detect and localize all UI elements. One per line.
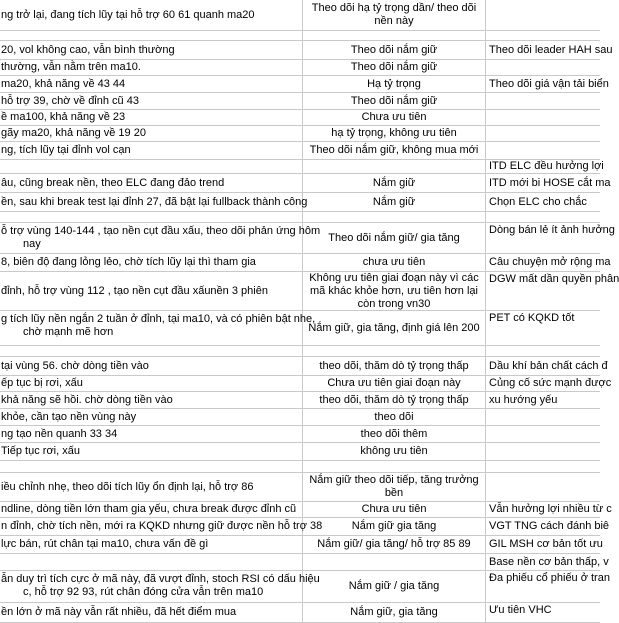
cell-analysis[interactable] (0, 31, 303, 40)
cell-text: 8, biên độ đang lỏng lẻo, chờ tích lũy lại thì tham gia (1, 256, 256, 268)
cell-action[interactable] (303, 571, 486, 602)
cell-analysis[interactable] (0, 223, 321, 253)
cell-analysis[interactable] (0, 461, 303, 472)
cell-analysis[interactable] (0, 93, 303, 109)
cell-note[interactable] (486, 31, 600, 40)
cell-text: ng trở lại, đang tích lũy tại hỗ trợ 60 61 quanh ma20 (1, 8, 255, 21)
cell-text: GIL MSH cơ bản tốt ưu (489, 538, 603, 550)
cell-text: ma20, khả năng về 43 44 (1, 77, 126, 90)
cell-action[interactable] (303, 126, 486, 141)
cell-action[interactable] (303, 254, 486, 271)
cell-text: âu, cũng break nền, theo ELC đang đảo trend (1, 176, 225, 189)
cell-action[interactable] (303, 142, 486, 159)
cell-text: lực bán, rút chân tại ma10, chưa vấn đề gì (1, 538, 209, 550)
cell-text: khỏe, cần tạo nền vùng này (1, 410, 137, 423)
cell-text: Nắm giữ / gia tăng (348, 580, 440, 592)
cell-analysis[interactable] (0, 212, 303, 222)
cell-analysis[interactable] (0, 346, 303, 356)
cell-text: theo dõi, thăm dò tỷ trọng thấp (319, 393, 469, 406)
cell-note[interactable] (486, 392, 600, 408)
cell-text: Không ưu tiên giai đoạn này vì các (309, 271, 479, 284)
cell-text: c, hỗ trợ 92 93, rút chân đóng cửa vẫn trên ma10 (23, 586, 264, 598)
cell-text: Tiếp tục rơi, xấu (1, 445, 80, 457)
cell-action[interactable] (303, 60, 486, 75)
cell-text: thường, vẫn nằm trên ma10. (1, 61, 141, 73)
table-row (0, 461, 600, 473)
table-row (0, 603, 600, 623)
cell-text: theo dõi (374, 410, 414, 423)
table-row (0, 174, 611, 193)
cell-note[interactable] (486, 76, 609, 92)
cell-action[interactable] (303, 376, 486, 391)
cell-analysis[interactable] (0, 376, 303, 391)
cell-text: ng tạo nền quanh 33 34 (1, 427, 118, 440)
cell-text: gãy ma20, khả năng về 19 20 (1, 127, 146, 139)
table-row (0, 311, 600, 346)
cell-analysis[interactable] (0, 272, 303, 310)
table-row (0, 536, 603, 554)
cell-text: chờ mạnh mẽ hơn (23, 326, 114, 338)
cell-analysis[interactable] (0, 60, 303, 75)
cell-text: ndline, dòng tiền lớn tham gia yếu, chưa break được đỉnh cũ (1, 503, 297, 515)
cell-action[interactable] (303, 346, 486, 356)
cell-text: nền này (374, 15, 414, 27)
cell-text: Chưa ưu tiên giai đoạn này (327, 377, 461, 389)
cell-note[interactable] (486, 443, 600, 460)
cell-text: n đỉnh, chờ tích nền, mới ra KQKD nhưng giữ được nền hỗ trợ 38 (1, 520, 323, 532)
cell-text: hạ tỷ trọng, không ưu tiên (331, 127, 457, 139)
cell-text: Nắm giữ, gia tăng, định giá lên 200 (308, 321, 480, 334)
cell-text: Củng cố sức mạnh được (489, 377, 612, 389)
cell-text: iều chỉnh nhẹ, theo dõi tích lũy ổn định lại, hỗ trợ 86 (1, 480, 254, 493)
cell-action[interactable] (303, 426, 486, 442)
cell-analysis[interactable] (0, 254, 303, 271)
cell-text: Dầu khí bản chất cách đ (489, 359, 608, 372)
cell-text: Chọn ELC cho chắc (489, 195, 587, 208)
cell-text: Chưa ưu tiên (361, 503, 427, 515)
cell-note[interactable] (486, 126, 600, 141)
cell-analysis[interactable] (0, 357, 303, 375)
cell-action[interactable] (303, 31, 486, 40)
cell-text: Theo dõi nắm giữ (350, 43, 438, 56)
cell-text: Theo dõi nắm giữ (350, 61, 438, 73)
cell-analysis[interactable] (0, 76, 303, 92)
cell-text: Nắm giữ theo dõi tiếp, tăng trưởng (309, 474, 479, 486)
cell-text: khả năng sẽ hồi. chờ dòng tiền vào (1, 393, 173, 406)
cell-analysis[interactable] (0, 142, 303, 159)
cell-text: nay (23, 238, 41, 250)
cell-action[interactable] (303, 473, 486, 501)
cell-text: mã khác khỏe hơn, ưu tiên hơn lại (310, 284, 478, 297)
cell-text: Nắm giữ gia tăng (351, 520, 437, 532)
cell-action[interactable] (303, 76, 486, 92)
cell-note[interactable] (486, 409, 600, 425)
table-row (0, 76, 609, 93)
cell-action[interactable] (303, 392, 486, 408)
cell-note[interactable] (486, 272, 619, 310)
cell-text: ITD ELC đều hưởng lợi (489, 160, 604, 172)
cell-note[interactable] (486, 357, 608, 375)
cell-text: ền lớn ở mã này vẫn rất nhiều, đã hết điểm mua (1, 606, 237, 618)
table-row (0, 502, 612, 518)
cell-action[interactable] (303, 0, 486, 30)
cell-action[interactable] (303, 409, 486, 425)
cell-text: Base nền cơ bản thấp, v (489, 555, 609, 568)
cell-text: ề ma100, khả năng về 23 (1, 111, 126, 123)
cell-text: Theo dõi nắm giữ (350, 94, 438, 107)
cell-action[interactable] (303, 160, 486, 173)
table-row (0, 212, 600, 223)
cell-text: Nắm giữ (372, 195, 416, 208)
cell-note[interactable] (486, 536, 603, 553)
cell-text: chưa ưu tiên (362, 256, 426, 268)
cell-note[interactable] (486, 160, 604, 173)
cell-text: Nắm giữ, gia tăng (350, 606, 438, 618)
cell-text: Nắm giữ/ gia tăng/ hỗ trợ 85 89 (317, 538, 471, 550)
cell-text: theo dõi, thăm dò tỷ trọng thấp (319, 359, 469, 372)
cell-note[interactable] (486, 571, 610, 602)
cell-action[interactable] (303, 93, 486, 109)
cell-text: Theo dõi nắm giữ, không mua mới (309, 144, 479, 156)
table-row (0, 193, 600, 212)
table-row (0, 376, 612, 392)
cell-action[interactable] (303, 518, 486, 535)
cell-analysis[interactable] (0, 126, 303, 141)
cell-text: Theo dõi leader HAH sau (489, 43, 613, 56)
cell-analysis[interactable] (0, 193, 308, 211)
cell-text: DGW mất dần quyền phân (489, 273, 619, 285)
cell-note[interactable] (486, 60, 600, 75)
table-row (0, 223, 615, 254)
cell-text: xu hướng yếu (489, 393, 558, 406)
cell-text: g tích lũy nền ngắn 2 tuần ở đỉnh, tại ma10, và có phiên bật nhe, (1, 313, 316, 325)
cell-analysis[interactable] (0, 160, 303, 173)
table-row (0, 271, 619, 311)
cell-text: Theo dõi hạ tỷ trọng dần/ theo dõi (311, 2, 477, 14)
cell-action[interactable] (303, 41, 486, 59)
cell-analysis[interactable] (0, 174, 303, 192)
table-row (0, 357, 608, 376)
cell-note[interactable] (486, 461, 600, 472)
cell-action[interactable] (303, 357, 486, 375)
cell-note[interactable] (486, 41, 613, 59)
cell-text: ng, tích lũy tại đỉnh vol cạn (1, 144, 131, 156)
cell-analysis[interactable] (0, 554, 303, 570)
cell-action[interactable] (303, 223, 486, 253)
cell-text: Theo dõi giá vận tải biển (489, 77, 609, 90)
cell-action[interactable] (303, 554, 486, 570)
table-row (0, 110, 600, 126)
cell-analysis[interactable] (0, 571, 320, 602)
cell-analysis[interactable] (0, 0, 303, 30)
cell-action[interactable] (303, 603, 486, 622)
cell-text: VGT TNG cách đánh biê (489, 520, 610, 532)
table-row (0, 93, 600, 110)
cell-text: ẫn duy trì tích cực ở mã này, đã vượt đỉnh, stoch RSI có dấu hiệu (1, 573, 320, 585)
cell-text: ỗ trợ vùng 140-144 , tạo nền cụt đầu xấu, theo dõi phản ứng hôm (1, 225, 321, 237)
cell-text: theo dõi thêm (360, 427, 428, 440)
table-row (0, 443, 600, 461)
table-row (0, 60, 600, 76)
cell-text: không ưu tiên (360, 445, 428, 457)
cell-action[interactable] (303, 536, 486, 553)
cell-analysis[interactable] (0, 443, 303, 460)
cell-note[interactable] (486, 473, 600, 501)
cell-action[interactable] (303, 193, 486, 211)
table-row (0, 554, 609, 571)
cell-note[interactable] (486, 254, 611, 271)
cell-action[interactable] (303, 443, 486, 460)
cell-text: Chưa ưu tiên (361, 111, 427, 123)
table-row (0, 142, 600, 160)
cell-note[interactable] (486, 518, 610, 535)
table-row (0, 518, 610, 536)
cell-text: Vẫn hưởng lợi nhiều từ c (489, 503, 612, 515)
table-row (0, 160, 604, 174)
cell-analysis[interactable] (0, 426, 303, 442)
table-row (0, 392, 600, 409)
cell-analysis[interactable] (0, 603, 303, 622)
cell-text: hỗ trợ 39, chờ về đỉnh cũ 43 (1, 94, 139, 107)
table-row (0, 254, 611, 272)
cell-note[interactable] (486, 223, 615, 253)
table-row (0, 0, 600, 31)
cell-text: Nắm giữ (372, 176, 416, 189)
cell-analysis[interactable] (0, 409, 303, 425)
cell-text: còn trong vn30 (357, 297, 431, 310)
cell-text: Câu chuyện mở rộng ma (489, 256, 611, 268)
cell-note[interactable] (486, 193, 600, 211)
cell-action[interactable] (303, 110, 486, 125)
cell-text: ếp tục bị rơi, xấu (1, 377, 83, 389)
cell-note[interactable] (486, 502, 612, 517)
cell-text: đỉnh, hỗ trợ vùng 112 , tạo nền cụt đầu xấunền 3 phiên (1, 284, 268, 297)
cell-note[interactable] (486, 376, 612, 391)
cell-text: bền (384, 487, 404, 499)
cell-note[interactable] (486, 174, 611, 192)
cell-action[interactable] (303, 174, 486, 192)
cell-text: tại vùng 56. chờ dòng tiền vào (1, 359, 149, 372)
cell-action[interactable] (303, 212, 486, 222)
cell-note[interactable] (486, 346, 600, 356)
table-row (0, 41, 613, 60)
table-row (0, 571, 610, 603)
cell-analysis[interactable] (0, 502, 303, 517)
table-row (0, 473, 600, 502)
cell-note[interactable] (486, 603, 600, 622)
cell-analysis[interactable] (0, 392, 303, 408)
cell-text: PET có KQKD tốt (489, 312, 575, 324)
cell-action[interactable] (303, 272, 486, 310)
cell-action[interactable] (303, 311, 486, 345)
cell-analysis[interactable] (0, 110, 303, 125)
cell-action[interactable] (303, 461, 486, 472)
cell-text: Đa phiếu cổ phiếu ở tran (489, 572, 610, 584)
cell-analysis[interactable] (0, 473, 303, 501)
cell-note[interactable] (486, 554, 609, 570)
cell-note[interactable] (486, 212, 600, 222)
cell-note[interactable] (486, 110, 600, 125)
cell-note[interactable] (486, 93, 600, 109)
cell-action[interactable] (303, 502, 486, 517)
cell-note[interactable] (486, 426, 600, 442)
cell-analysis[interactable] (0, 536, 303, 553)
cell-text: Ưu tiên VHC (489, 604, 552, 616)
table-row (0, 126, 600, 142)
cell-text: 20, vol không cao, vẫn bình thường (1, 43, 175, 56)
cell-text: Hạ tỷ trọng (367, 77, 421, 90)
table-row (0, 346, 600, 357)
table-row (0, 409, 600, 426)
cell-note[interactable] (486, 0, 600, 30)
cell-analysis[interactable] (0, 41, 303, 59)
cell-text: ền, sau khi break test lại đỉnh 27, đã bật lại fullback thành công (1, 195, 308, 208)
cell-text: Theo dõi nắm giữ/ gia tăng (328, 231, 460, 244)
table-row (0, 31, 600, 41)
cell-text: ITD mới bi HOSE cắt ma (489, 176, 611, 189)
cell-note[interactable] (486, 142, 600, 159)
cell-analysis[interactable] (0, 311, 316, 345)
cell-text: Dòng bán lẻ ít ảnh hưởng (489, 224, 615, 236)
cell-analysis[interactable] (0, 518, 323, 535)
table-row (0, 426, 600, 443)
cell-note[interactable] (486, 311, 600, 345)
